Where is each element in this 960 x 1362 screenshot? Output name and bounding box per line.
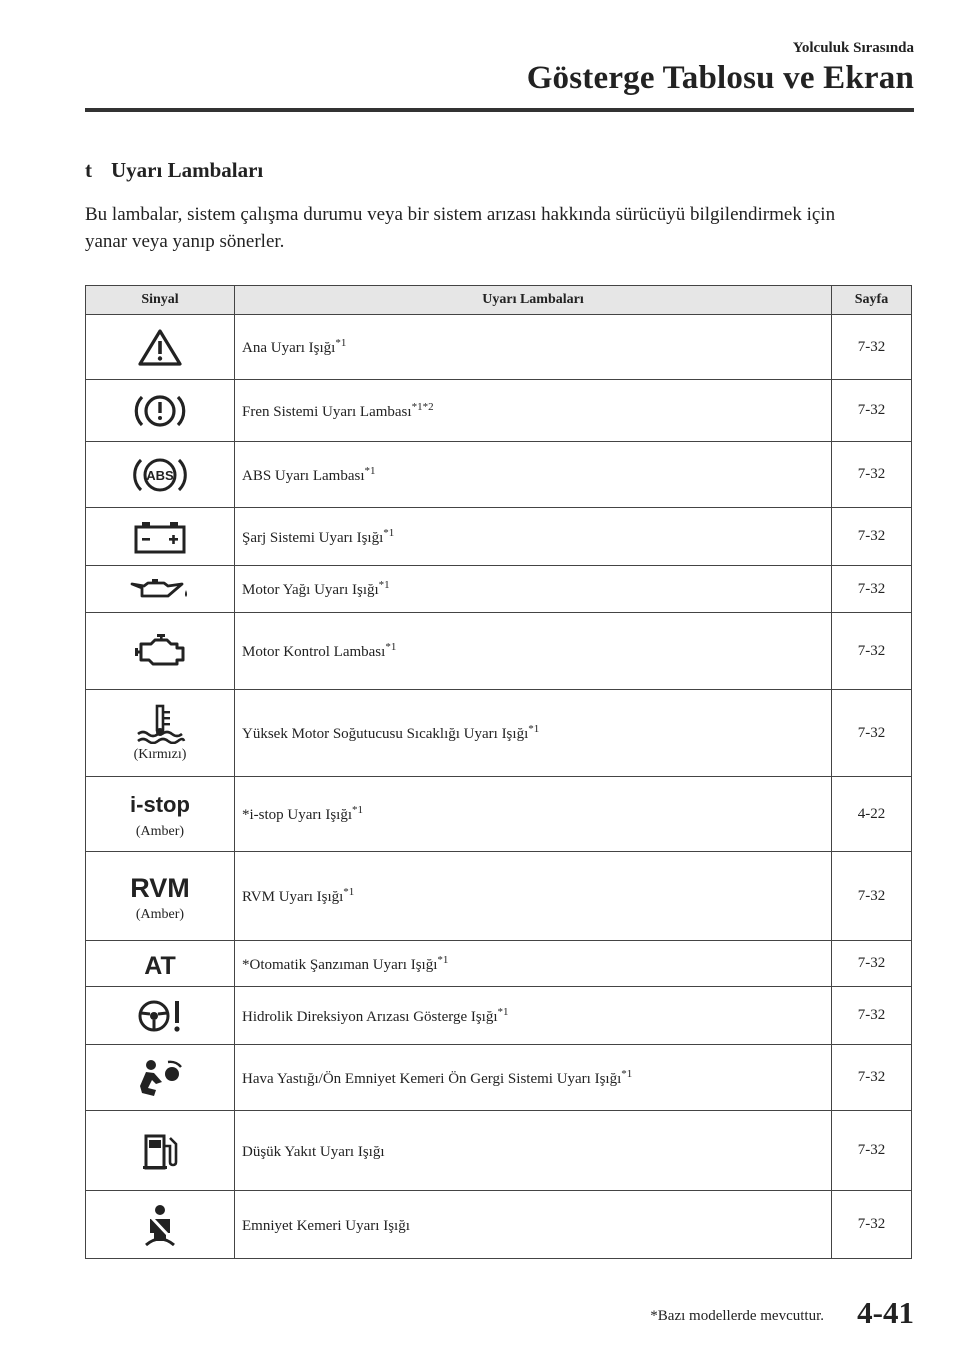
header-rule [85, 108, 914, 112]
lamp-name: *i-stop Uyarı Işığı$^{*1}$ [235, 777, 832, 852]
signal-cell [86, 1045, 235, 1111]
table-row [86, 380, 912, 442]
airbag-icon [134, 1058, 186, 1098]
at-icon [135, 949, 185, 979]
rvm-icon [127, 870, 193, 904]
table-row [86, 1045, 912, 1111]
i-stop-icon [127, 789, 193, 821]
page-ref: 7-32 [832, 690, 912, 777]
table-row [86, 941, 912, 987]
table-row [86, 508, 912, 566]
table-row [86, 315, 912, 380]
signal-cell [86, 941, 235, 987]
running-header-title: Gösterge Tablosu ve Ekran [526, 60, 914, 96]
section-title [85, 158, 263, 183]
svg-text:ABS: ABS [146, 467, 174, 483]
page-ref: 7-32 [832, 941, 912, 987]
page-ref: 7-32 [832, 613, 912, 690]
page-ref: 4-22 [832, 777, 912, 852]
seatbelt-icon [138, 1203, 182, 1247]
table-row [86, 777, 912, 852]
section-title-text: Uyarı Lambaları [111, 158, 264, 182]
coolant-temp-icon [132, 704, 188, 744]
engine-icon [131, 630, 189, 672]
page-ref: 7-32 [832, 1191, 912, 1259]
signal-cell [86, 380, 235, 442]
intro-paragraph: Bu lambalar, sistem çalışma durumu veya bir sistem arızası hakkında sürücüyü bilgilendirmek için yanar veya yanıp sönerler. [85, 204, 836, 252]
lamp-name: Emniyet Kemeri Uyarı Işığı [235, 1191, 832, 1259]
table-row [86, 613, 912, 690]
svg-text:i-stop: i-stop [130, 791, 190, 817]
table-row [86, 566, 912, 613]
table-row [86, 987, 912, 1045]
svg-text:AT: AT [144, 951, 176, 979]
abs-warning-icon [130, 453, 190, 497]
signal-cell [86, 987, 235, 1045]
lamp-name: *Otomatik Şanzıman Uyarı Işığı$^{*1}$ [235, 941, 832, 987]
signal-cell [86, 442, 235, 508]
lamp-name: Yüksek Motor Soğutucusu Sıcaklığı Uyarı Işığı$^{*1}$ [235, 690, 832, 777]
color-label: (Amber) [135, 823, 185, 839]
page-number: 4-41 [857, 1295, 914, 1330]
header-name: Uyarı Lambaları [235, 286, 832, 315]
svg-text:RVM: RVM [130, 872, 190, 903]
lamp-name: Motor Kontrol Lambası$^{*1}$ [235, 613, 832, 690]
signal-cell [86, 1191, 235, 1259]
table-row [86, 1191, 912, 1259]
signal-cell [86, 566, 235, 613]
page-ref: 7-32 [832, 1045, 912, 1111]
signal-cell [86, 508, 235, 566]
lamp-name: Düşük Yakıt Uyarı Işığı [235, 1111, 832, 1191]
signal-cell [86, 852, 235, 941]
lamp-name: Motor Yağı Uyarı Işığı$^{*1}$ [235, 566, 832, 613]
page-ref: 7-32 [832, 852, 912, 941]
master-warning-icon [137, 327, 183, 367]
lamp-name: RVM Uyarı Işığı$^{*1}$ [235, 852, 832, 941]
signal-cell [86, 1111, 235, 1191]
lamp-name: ABS Uyarı Lambası$^{*1}$ [235, 442, 832, 508]
table-row [86, 1111, 912, 1191]
lamp-name: Hidrolik Direksiyon Arızası Gösterge Işığı$^{*1}$ [235, 987, 832, 1045]
oil-can-icon [128, 574, 192, 604]
signal-cell [86, 315, 235, 380]
page-ref: 7-32 [832, 1111, 912, 1191]
page-ref: 7-32 [832, 380, 912, 442]
lamp-name: Şarj Sistemi Uyarı Işığı$^{*1}$ [235, 508, 832, 566]
header-signal: Sinyal [86, 286, 235, 315]
signal-cell [86, 613, 235, 690]
lamp-name: Ana Uyarı Işığı$^{*1}$ [235, 315, 832, 380]
battery-icon [132, 519, 188, 555]
color-label: (Kırmızı) [133, 746, 187, 762]
page-ref: 7-32 [832, 442, 912, 508]
fuel-pump-icon [140, 1130, 180, 1172]
section-bullet: t [85, 158, 92, 182]
running-header-section: Yolculuk Sırasında [792, 40, 914, 56]
header-page: Sayfa [832, 286, 912, 315]
lamp-name: Hava Yastığı/Ön Emniyet Kemeri Ön Gergi Sistemi Uyarı Işığı$^{*1}$ [235, 1045, 832, 1111]
table-row [86, 442, 912, 508]
brake-warning-icon [130, 389, 190, 433]
color-label: (Amber) [135, 906, 185, 922]
page-ref: 7-32 [832, 508, 912, 566]
table-row [86, 690, 912, 777]
signal-cell [86, 777, 235, 852]
lamp-name: Fren Sistemi Uyarı Lambası$^{*1*2}$ [235, 380, 832, 442]
signal-cell [86, 690, 235, 777]
table-header-row [86, 286, 912, 315]
page-ref: 7-32 [832, 987, 912, 1045]
table-row [86, 852, 912, 941]
footer-note: *Bazı modellerde mevcuttur. [650, 1308, 824, 1324]
warning-lights-table [85, 285, 912, 1259]
power-steering-icon [134, 996, 186, 1036]
page-ref: 7-32 [832, 315, 912, 380]
page-ref: 7-32 [832, 566, 912, 613]
